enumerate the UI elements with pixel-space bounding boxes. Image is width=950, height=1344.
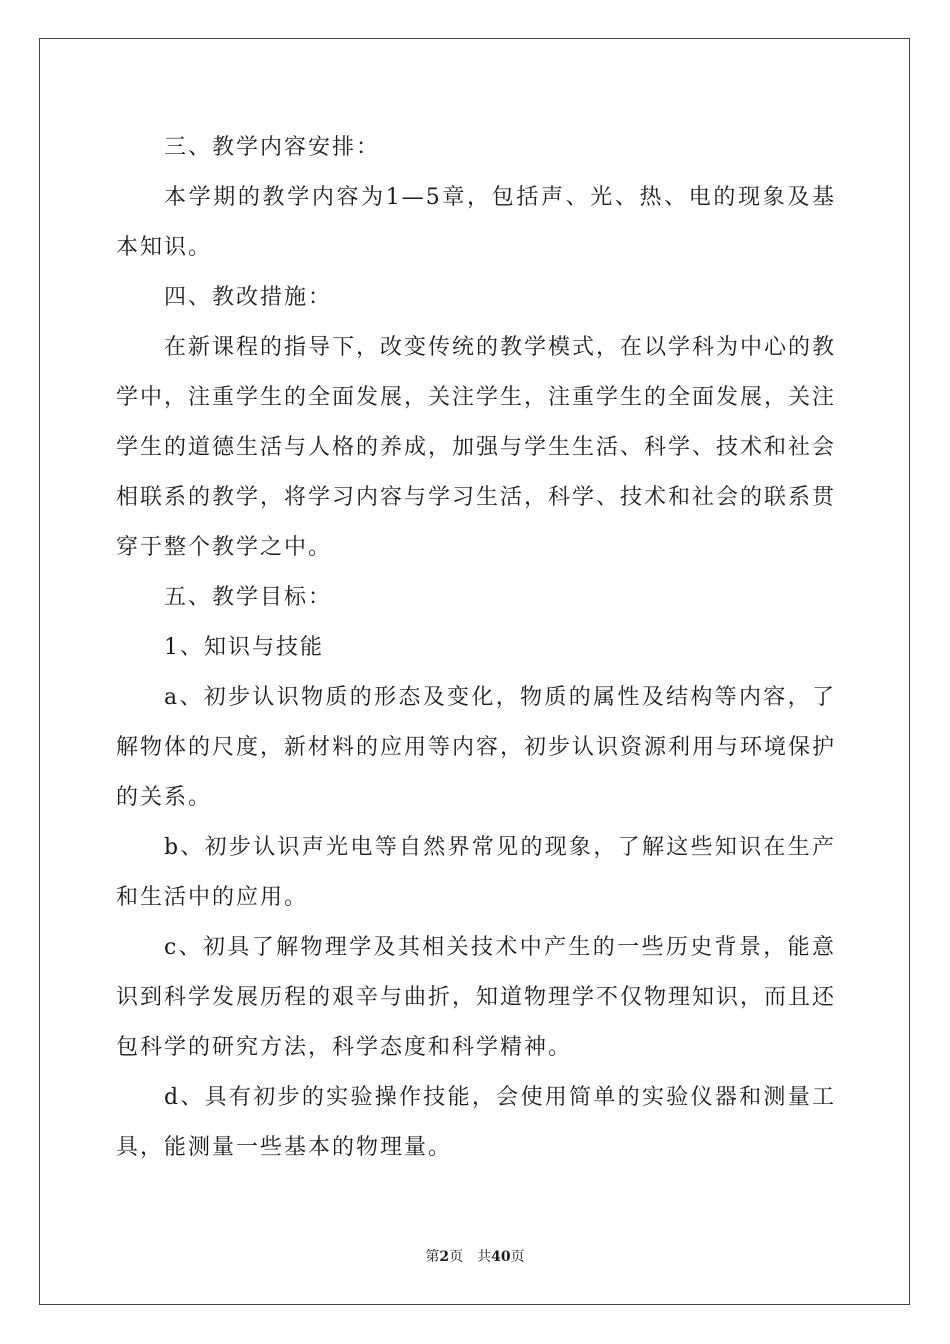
page-prefix: 第: [425, 1249, 440, 1265]
paragraph-goal-d: d、具有初步的实验操作技能，会使用简单的实验仪器和测量工具，能测量一些基本的物理量。: [116, 1085, 836, 1160]
page-suffix: 页: [449, 1249, 464, 1265]
section-heading-content: 三、教学内容安排：: [164, 135, 381, 160]
page-footer: [0, 1247, 950, 1267]
section-heading-goals: 五、教学目标：: [164, 585, 333, 610]
paragraph-content: 本学期的教学内容为1—5章，包括声、光、热、电的现象及基本知识。: [116, 185, 836, 260]
paragraph-goal-a: a、初步认识物质的形态及变化，物质的属性及结构等内容，了解物体的尺度，新材料的应用等内容，初步认识资源利用与环境保护的关系。: [116, 685, 837, 810]
document-body: [116, 123, 836, 1173]
paragraph-measures: 在新课程的指导下，改变传统的教学模式，在以学科为中心的教学中，注重学生的全面发展，关注学生，注重学生的全面发展，关注学生的道德生活与人格的养成，加强与学生生活、科学、技术和社会相联系的教学，将学习内容与学习生活，科学、技术和社会的联系贯穿于整个教学之中。: [116, 335, 837, 560]
page-number: 2: [439, 1249, 450, 1265]
section-heading-measures: 四、教改措施：: [164, 285, 333, 310]
total-suffix: 页: [510, 1249, 525, 1265]
total-pages: 40: [491, 1249, 511, 1265]
paragraph-goal-c: c、初具了解物理学及其相关技术中产生的一些历史背景，能意识到科学发展历程的艰辛与曲折，知道物理学不仅物理知识，而且还包科学的研究方法，科学态度和科学精神。: [116, 935, 837, 1060]
total-prefix: 共: [477, 1249, 492, 1265]
subheading-knowledge-skills: 1、知识与技能: [164, 635, 324, 660]
paragraph-goal-b: b、初步认识声光电等自然界常见的现象，了解这些知识在生产和生活中的应用。: [116, 835, 836, 910]
